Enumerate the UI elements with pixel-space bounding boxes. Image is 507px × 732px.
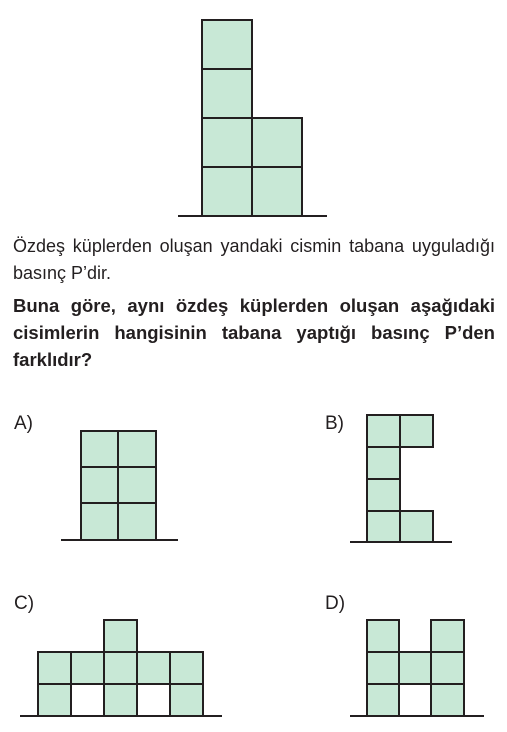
cube [367, 620, 399, 652]
cube [252, 118, 302, 167]
cube [202, 20, 252, 69]
cube [104, 620, 137, 652]
cube [367, 415, 400, 447]
cube [170, 652, 203, 684]
cube [81, 467, 118, 503]
reference-object [178, 20, 327, 216]
option-b-object [350, 415, 452, 542]
option-a-label[interactable]: A) [14, 413, 33, 434]
option-c-label[interactable]: C) [14, 593, 35, 614]
option-a-object [61, 431, 178, 540]
cube [400, 415, 433, 447]
cube [104, 652, 137, 684]
problem-stem: Özdeş küplerden oluşan yandaki cismin tabana uyguladığı basınç P’dir. [13, 236, 495, 283]
cube [252, 167, 302, 216]
cube [202, 118, 252, 167]
option-d-label[interactable]: D) [325, 593, 346, 614]
cube [118, 431, 156, 467]
cube [118, 467, 156, 503]
cube [104, 684, 137, 716]
cube [170, 684, 203, 716]
cube [431, 684, 464, 716]
cube [202, 167, 252, 216]
cube [400, 511, 433, 542]
cube [367, 652, 399, 684]
cube [431, 652, 464, 684]
cube [367, 479, 400, 511]
cube [431, 620, 464, 652]
cube [367, 511, 400, 542]
option-b-label[interactable]: B) [325, 413, 344, 434]
problem-question: Buna göre, aynı özdeş küplerden oluşan aşağıdaki cisimlerin hangisinin tabana yaptığı basınç P’den farklıdır? [13, 295, 495, 370]
cube [81, 431, 118, 467]
cube [137, 652, 170, 684]
option-c-object [20, 620, 222, 716]
cube [367, 684, 399, 716]
option-d-object [350, 620, 484, 716]
cube [71, 652, 104, 684]
cube [38, 684, 71, 716]
cube [202, 69, 252, 118]
cube [118, 503, 156, 540]
cube [367, 447, 400, 479]
cube [399, 652, 431, 684]
cube [81, 503, 118, 540]
cube [38, 652, 71, 684]
